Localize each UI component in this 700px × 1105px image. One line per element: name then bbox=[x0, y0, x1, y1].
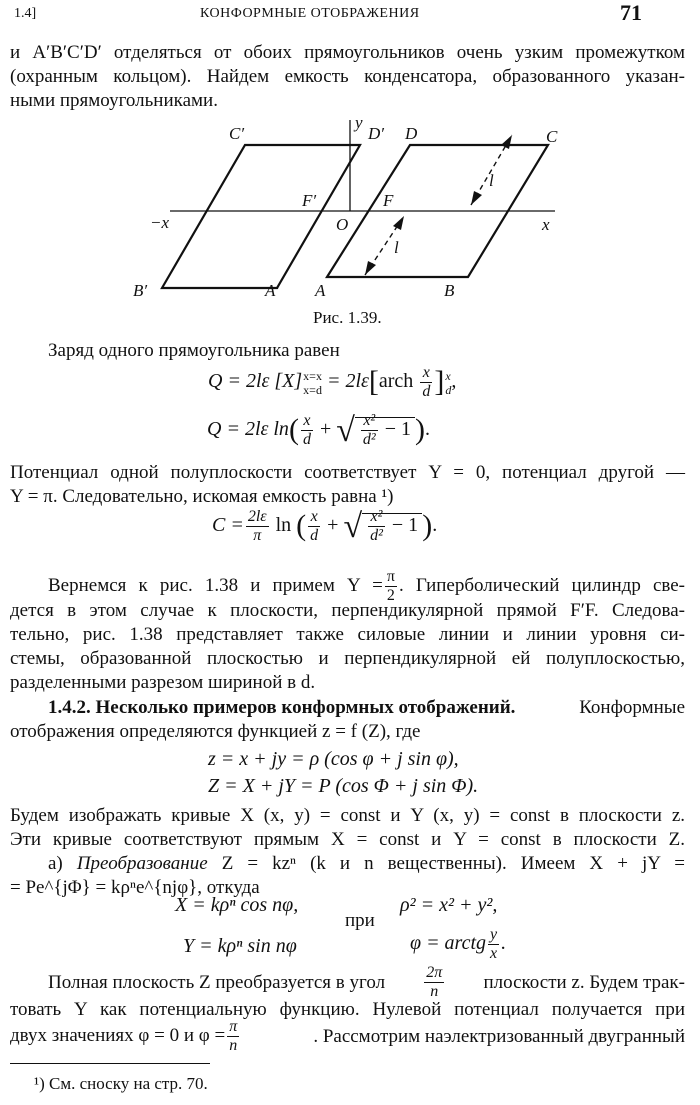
section-line-6: = Pe^{jΦ} = kρⁿe^{njφ}, откуда bbox=[10, 877, 260, 898]
label-neg-x: −x bbox=[150, 213, 170, 232]
section-number: 1.4] bbox=[14, 6, 37, 21]
label-c-prime: C′ bbox=[229, 124, 245, 143]
label-c: C bbox=[546, 127, 558, 146]
label-origin: O bbox=[336, 215, 349, 234]
section-line-5: а) Преобразование Z = kzⁿ (k и n вещественны). Имеем X + jY = bbox=[48, 853, 685, 874]
system-rho: ρ² = x² + y², bbox=[400, 894, 498, 916]
q2-radicand: $\frac{\text{x²}}{\text{d²}}$ − 1 bbox=[355, 417, 415, 440]
section-line-4: Эти кривые соответствуют прямым X = const и Y = const в плоскости Z. bbox=[10, 829, 685, 850]
label-d-prime: D′ bbox=[368, 124, 384, 143]
label-a: A bbox=[315, 281, 326, 300]
c-coefficient: $\frac{2l\varepsilon}{\pi}$ bbox=[247, 508, 267, 544]
full-plane-line: Полная плоскость Z преобразуется в угол $\frac{2\pi}{n}$ плоскости z. Будем трак- bbox=[48, 964, 685, 1000]
section-line-3: Будем изображать кривые X (x, y) = const и Y (x, y) = const в плоскости z. bbox=[10, 805, 685, 826]
q2-fraction: $\frac{x}{d}$ bbox=[302, 412, 311, 448]
label-b-prime: B′ bbox=[133, 281, 148, 300]
upper-arrowhead bbox=[501, 135, 512, 149]
label-a-prime: A′ bbox=[265, 281, 280, 300]
intro-line-2: (охранным кольцом). Найдем емкость конденсатора, образованного указан- bbox=[10, 66, 685, 87]
upper-arrowhead-tail bbox=[471, 191, 482, 205]
c-radicand: $\frac{\text{x²}}{\text{d²}}$ − 1 bbox=[362, 513, 422, 536]
c-fraction: $\frac{x}{d}$ bbox=[310, 508, 319, 544]
section-line-8: товать Y как потенциальную функцию. Нулевой потенциал получается при bbox=[10, 999, 685, 1020]
c-ln: ln bbox=[275, 514, 292, 537]
y-over-x: $\frac{y}{x}$ bbox=[490, 926, 498, 962]
label-d: D bbox=[405, 124, 418, 143]
equation-charge-2: Q = 2lε ln( $\frac{x}{d}$ + √ $\frac{\text{x²}}{\text{d²}}$ − 1 ). bbox=[207, 412, 430, 450]
q1-left: Q = 2lε [X] bbox=[208, 370, 303, 393]
page-number: 71 bbox=[620, 0, 642, 25]
label-f-prime: F′ bbox=[302, 191, 317, 210]
intro-line-3: ными прямоугольниками. bbox=[10, 90, 218, 111]
system-y: Y = kρⁿ sin nφ bbox=[183, 935, 297, 957]
q2-left: Q = 2lε ln bbox=[207, 418, 289, 441]
section-line-9: двух значениях φ = 0 и φ = $\frac{\pi}{n}$ . Рассмотрим наэлектризованный двугранный bbox=[10, 1018, 685, 1054]
return-line-3: тельно, рис. 1.38 представляет также силовые линии и линии уровня си- bbox=[10, 624, 685, 645]
equation-z-lower: z = x + jy = ρ (cos φ + j sin φ), bbox=[208, 748, 459, 770]
section-heading: 1.4.2. Несколько примеров конформных отображений. Конформные bbox=[48, 697, 685, 718]
system-x: X = kρⁿ cos nφ, bbox=[175, 894, 299, 916]
q1-bracket-limits: x d bbox=[445, 368, 452, 397]
label-y-axis: y bbox=[355, 113, 363, 132]
footnote: ¹) См. сноску на стр. 70. bbox=[34, 1074, 208, 1093]
q1-mid: = 2lε bbox=[326, 370, 369, 393]
figure-1-39 bbox=[0, 100, 700, 310]
lower-arrowhead bbox=[393, 216, 404, 230]
q1-arch: arch bbox=[378, 370, 414, 393]
pi-over-2: $\frac{\pi}{2}$ bbox=[386, 568, 395, 604]
label-x: x bbox=[542, 215, 550, 234]
equation-charge-1: Q = 2lε [X] x=x x=d = 2lε[arch $\frac{x}{d}$ ] x d , bbox=[208, 364, 457, 400]
q1-fraction: $\frac{x}{d}$ bbox=[422, 364, 431, 400]
footnote-rule bbox=[10, 1063, 210, 1064]
return-line-1: Вернемся к рис. 1.38 и примем Y = $\frac{\pi}{2}$ . Гиперболический цилиндр све- bbox=[48, 568, 686, 604]
system-pri: при bbox=[345, 910, 375, 931]
intro-line-1: и A′B′C′D′ отделяться от обоих прямоугольников очень узким промежутком bbox=[10, 42, 685, 63]
section-title: 1.4.2. Несколько примеров конформных отображений. bbox=[48, 697, 516, 718]
left-parallelogram bbox=[162, 145, 360, 288]
equation-capacitance: C = $\frac{2l\varepsilon}{\pi}$ ln ( $\frac{x}{d}$ + √ $\frac{\text{x²}}{\text{d²}}$ − 1 ). bbox=[212, 508, 438, 546]
equation-z-upper: Z = X + jY = P (cos Φ + j sin Φ). bbox=[208, 775, 479, 797]
c-left: C = bbox=[212, 514, 244, 537]
lower-arrowhead-tail bbox=[365, 261, 376, 275]
potential-line-1: Потенциал одной полуплоскости соответствует Y = 0, потенциал другой — bbox=[10, 462, 685, 483]
figure-caption: Рис. 1.39. bbox=[313, 308, 382, 327]
label-length-upper: l bbox=[489, 171, 494, 190]
q1-limits: x=x x=d bbox=[303, 368, 322, 397]
section-line-2: отображения определяются функцией z = f (Z), где bbox=[10, 721, 421, 742]
return-line-4: стемы, образованной плоскостью и перпендикулярной ей полуплоскостью, bbox=[10, 648, 685, 669]
label-length-lower: l bbox=[394, 238, 399, 257]
charge-intro: Заряд одного прямоугольника равен bbox=[48, 340, 340, 361]
label-f: F bbox=[383, 191, 394, 210]
pi-over-n: $\frac{\pi}{n}$ bbox=[229, 1018, 238, 1054]
running-title: КОНФОРМНЫЕ ОТОБРАЖЕНИЯ bbox=[200, 6, 420, 21]
two-pi-over-n: $\frac{2\pi}{n}$ bbox=[426, 964, 443, 1000]
potential-line-2: Y = π. Следовательно, искомая емкость равна ¹) bbox=[10, 486, 394, 507]
return-line-2: дется в этом случае к плоскости, перпендикулярной прямой F′F. Следова- bbox=[10, 600, 685, 621]
return-line-5: разделенными разрезом шириной в d. bbox=[10, 672, 316, 693]
system-phi: φ = arctg $\frac{y}{x}$ . bbox=[410, 926, 507, 962]
label-b: B bbox=[444, 281, 455, 300]
